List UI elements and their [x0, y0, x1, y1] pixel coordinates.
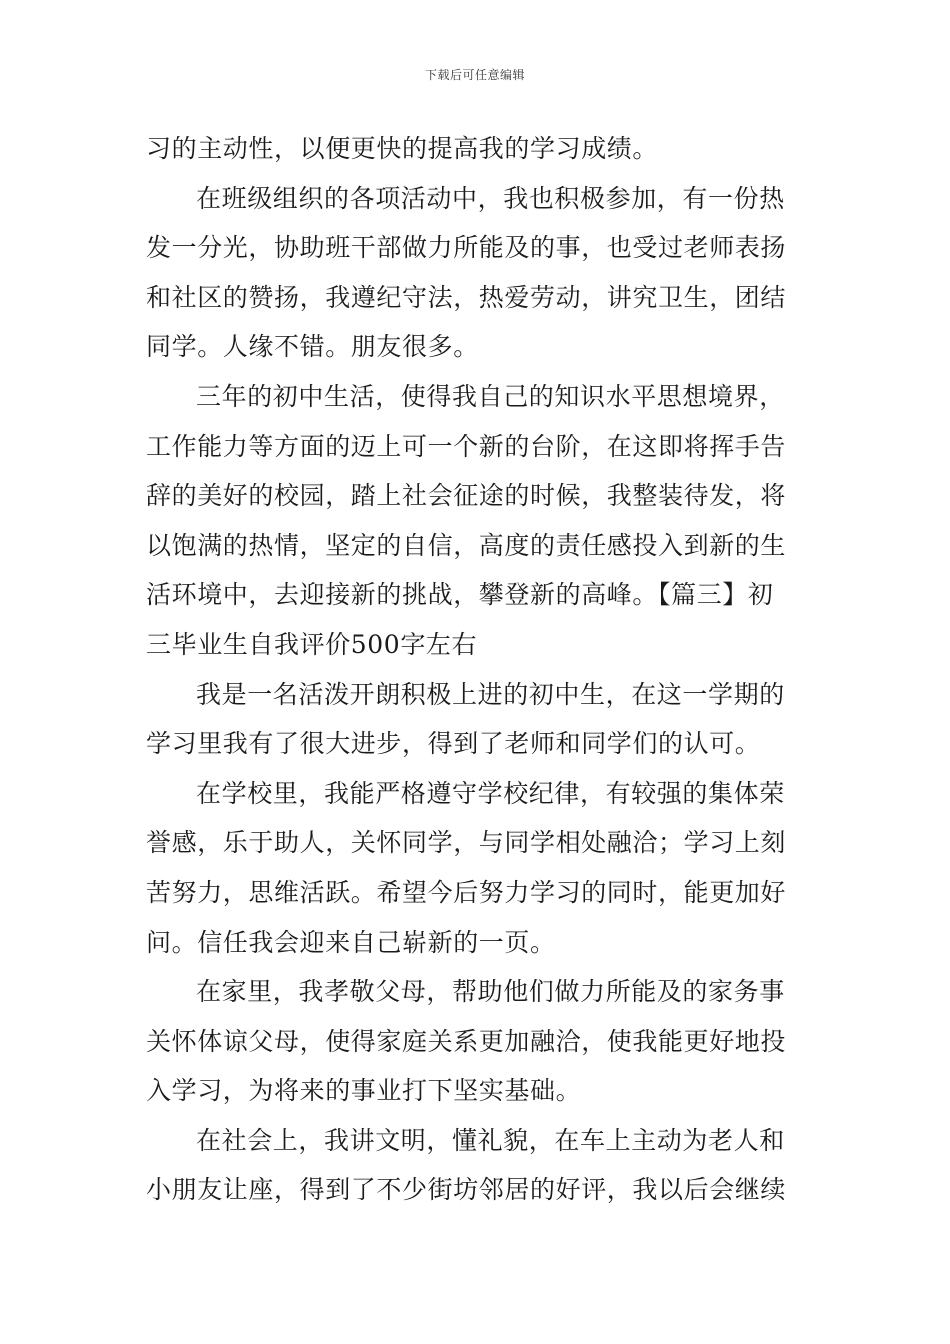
paragraph-start-line: 我是一名活泼开朗积极上进的初中生，在这一学期的 [196, 679, 785, 709]
paragraph-start-line: 三年的初中生活，使得我自己的知识水平思想境界， [196, 381, 785, 411]
text-line: 习的主动性，以便更快的提高我的学习成绩。 [146, 134, 659, 163]
text-line: 三毕业生自我评价500字左右 [146, 629, 478, 659]
text-line: 以饱满的热情，坚定的自信，高度的责任感投入到新的生 [146, 530, 787, 560]
paragraph-start-line: 在家里，我孝敬父母，帮助他们做力所能及的家务事 [196, 977, 785, 1007]
text-line: 学习里我有了很大进步，得到了老师和同学们的认可。 [146, 729, 761, 759]
text-line: 誉感，乐于助人，关怀同学，与同学相处融洽；学习上刻 [146, 828, 787, 858]
text-line: 和社区的赞扬，我遵纪守法，热爱劳动，讲究卫生，团结 [146, 282, 787, 312]
text-line: 工作能力等方面的迈上可一个新的台阶，在这即将挥手告 [146, 431, 787, 461]
text-line: 苦努力，思维活跃。希望今后努力学习的同时，能更加好 [146, 877, 787, 907]
paragraph-start-line: 在学校里，我能严格遵守学校纪律，有较强的集体荣 [196, 778, 785, 808]
text-line: 小朋友让座，得到了不少街坊邻居的好评，我以后会继续 [146, 1175, 787, 1205]
text-line: 问。信任我会迎来自己崭新的一页。 [146, 927, 556, 957]
text-line: 辞的美好的校园，踏上社会征途的时候，我整装待发，将 [146, 481, 787, 511]
text-line: 入学习，为将来的事业打下坚实基础。 [146, 1076, 582, 1106]
document-body [146, 124, 808, 1215]
paragraph-start-line: 在社会上，我讲文明，懂礼貌，在车上主动为老人和 [196, 1125, 785, 1155]
text-line: 关怀体谅父母，使得家庭关系更加融洽，使我能更好地投 [146, 1026, 787, 1056]
header-note: 下载后可任意编辑 [424, 68, 525, 82]
text-line: 发一分光，协助班干部做力所能及的事，也受过老师表扬 [146, 233, 787, 263]
paragraph-start-line: 在班级组织的各项活动中，我也积极参加，有一份热 [196, 183, 785, 213]
text-line: 活环境中，去迎接新的挑战，攀登新的高峰。【篇三】初 [146, 580, 774, 610]
text-line: 同学。人缘不错。朋友很多。 [146, 332, 479, 362]
